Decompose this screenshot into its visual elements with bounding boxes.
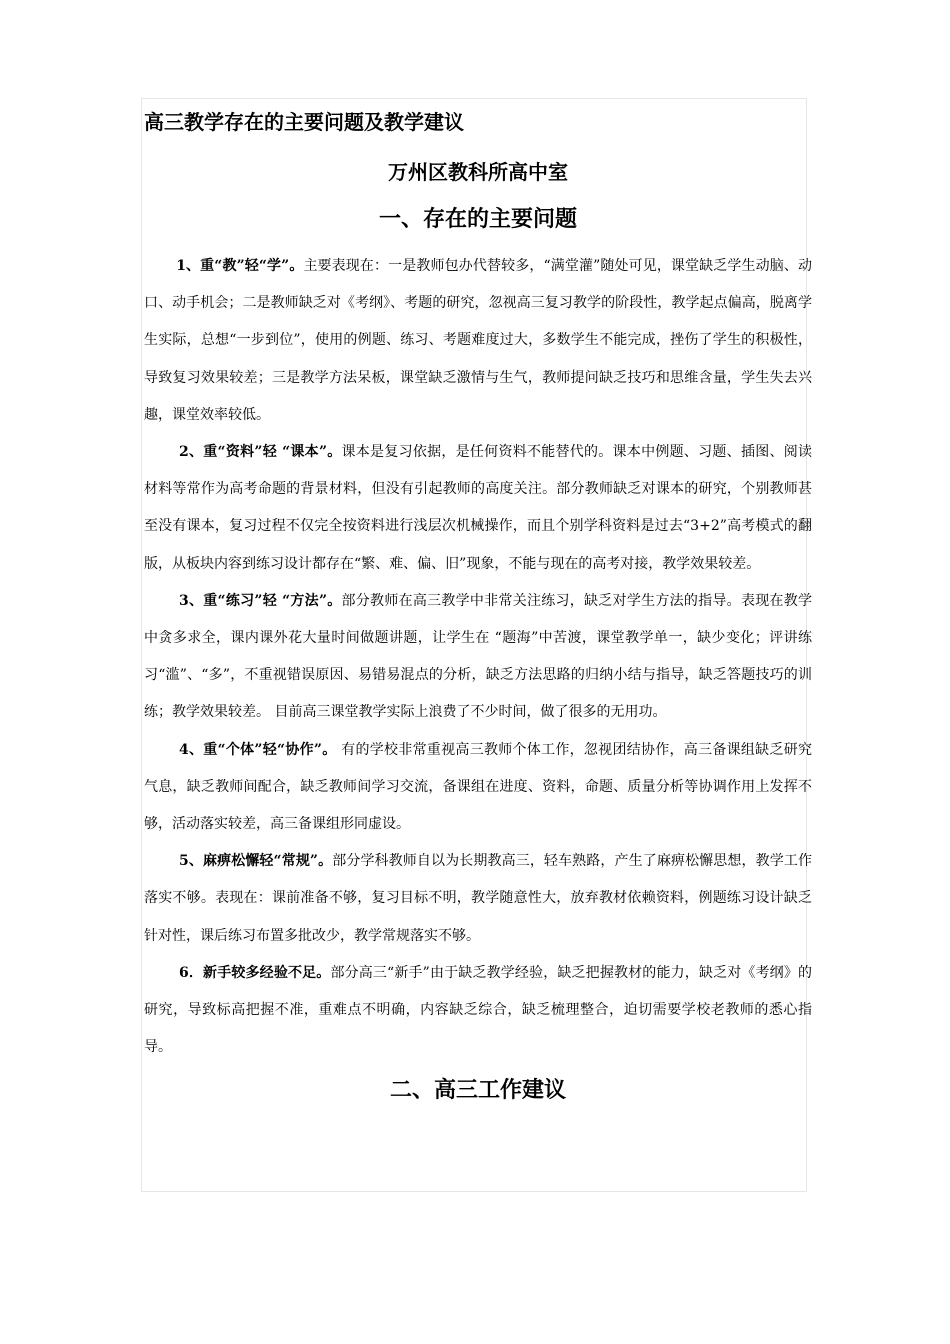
document-title: 高三教学存在的主要问题及教学建议 xyxy=(144,110,464,134)
paragraph-3-body: 部分教师在高三教学中非常关注练习，缺乏对学生方法的指导。表现在教学中贪多求全，课内课外花大量时间做题讲题，让学生在 “题海”中苦渡，课堂教学单一，缺少变化；评讲练习“滥”、“多”，不重视错误原因、易错易混点的分析，缺乏方法思路的归纳小结与指导，缺乏答题技巧的训练；教学效果较差。 目前高三课堂教学实际上浪费了不少时间，做了很多的无用功。 xyxy=(144,592,812,721)
document-subtitle: 万州区教科所高中室 xyxy=(388,160,568,184)
paragraph-2 xyxy=(144,434,812,583)
paragraph-6 xyxy=(144,955,812,1067)
paragraph-2-body: 课本是复习依据，是任何资料不能替代的。课本中例题、习题、插图、阅读材料等常作为高考命题的背景材料，但没有引起教师的高度关注。部分教师缺乏对课本的研究，个别教师甚至没有课本，复习过程不仅完全按资料进行浅层次机械操作，而且个别学科资料是过去“3+2”高考模式的翻版，从板块内容到练习设计都存在“繁、难、偏、旧”现象，不能与现在的高考对接，教学效果较差。 xyxy=(144,444,812,572)
paragraph-5 xyxy=(144,843,812,955)
paragraph-2-lead: 2、重“资料”轻 “课本”。 xyxy=(179,444,342,461)
paragraph-1-lead: 1、重“教”轻“学”。 xyxy=(176,258,304,274)
paragraph-5-body: 部分学科教师自以为长期教高三，轻车熟路，产生了麻痹松懈思想，教学工作落实不够。表现在：课前准备不够，复习目标不明，教学随意性大，放弃教材依赖资料，例题练习设计缺乏针对性，课后练习布置多批改少，教学常规落实不够。 xyxy=(144,853,812,944)
paragraph-5-lead: 5、麻痹松懈轻“常规”。 xyxy=(179,853,333,870)
document-body xyxy=(144,104,812,1110)
section-heading-suggestions: 二、高三工作建议 xyxy=(389,1077,566,1104)
paragraph-4-body: 有的学校非常重视高三教师个体工作，忽视团结协作，高三备课组缺乏研究气息，缺乏教师间配合，缺乏教师间学习交流，备课组在进度、资料，命题、质量分析等协调作用上发挥不够，活动落实较差，高三备课组形同虚设。 xyxy=(144,741,812,833)
section-heading-problems: 一、存在的主要问题 xyxy=(378,206,577,232)
paragraph-6-lead: 6．新手较多经验不足。 xyxy=(179,964,331,981)
paragraph-1 xyxy=(144,248,812,434)
paragraph-4 xyxy=(144,732,812,844)
paragraph-3-lead: 3、重“练习”轻 “方法”。 xyxy=(179,592,342,609)
paragraph-1-body: 主要表现在：一是教师包办代替较多，“满堂灌”随处可见，课堂缺乏学生动脑、动口、动手机会；二是教师缺乏对《考纲》、考题的研究，忽视高三复习教学的阶段性，教学起点偏高，脱离学生实际，总想“一步到位”，使用的例题、练习、考题难度过大，多数学生不能完成，挫伤了学生的积极性，导致复习效果较差；三是教学方法呆板，课堂缺乏激情与生气，教师提问缺乏技巧和思维含量，学生失去兴趣，课堂效率较低。 xyxy=(144,258,812,423)
paragraph-4-lead: 4、重“个体”轻“协作”。 xyxy=(179,741,337,758)
paragraph-6-body: 部分高三“新手”由于缺乏教学经验，缺乏把握教材的能力，缺乏对《考纲》的研究，导致标高把握不准，重难点不明确，内容缺乏综合，缺乏梳理整合，迫切需要学校老教师的悉心指导。 xyxy=(144,964,812,1056)
paragraph-3 xyxy=(144,583,812,732)
